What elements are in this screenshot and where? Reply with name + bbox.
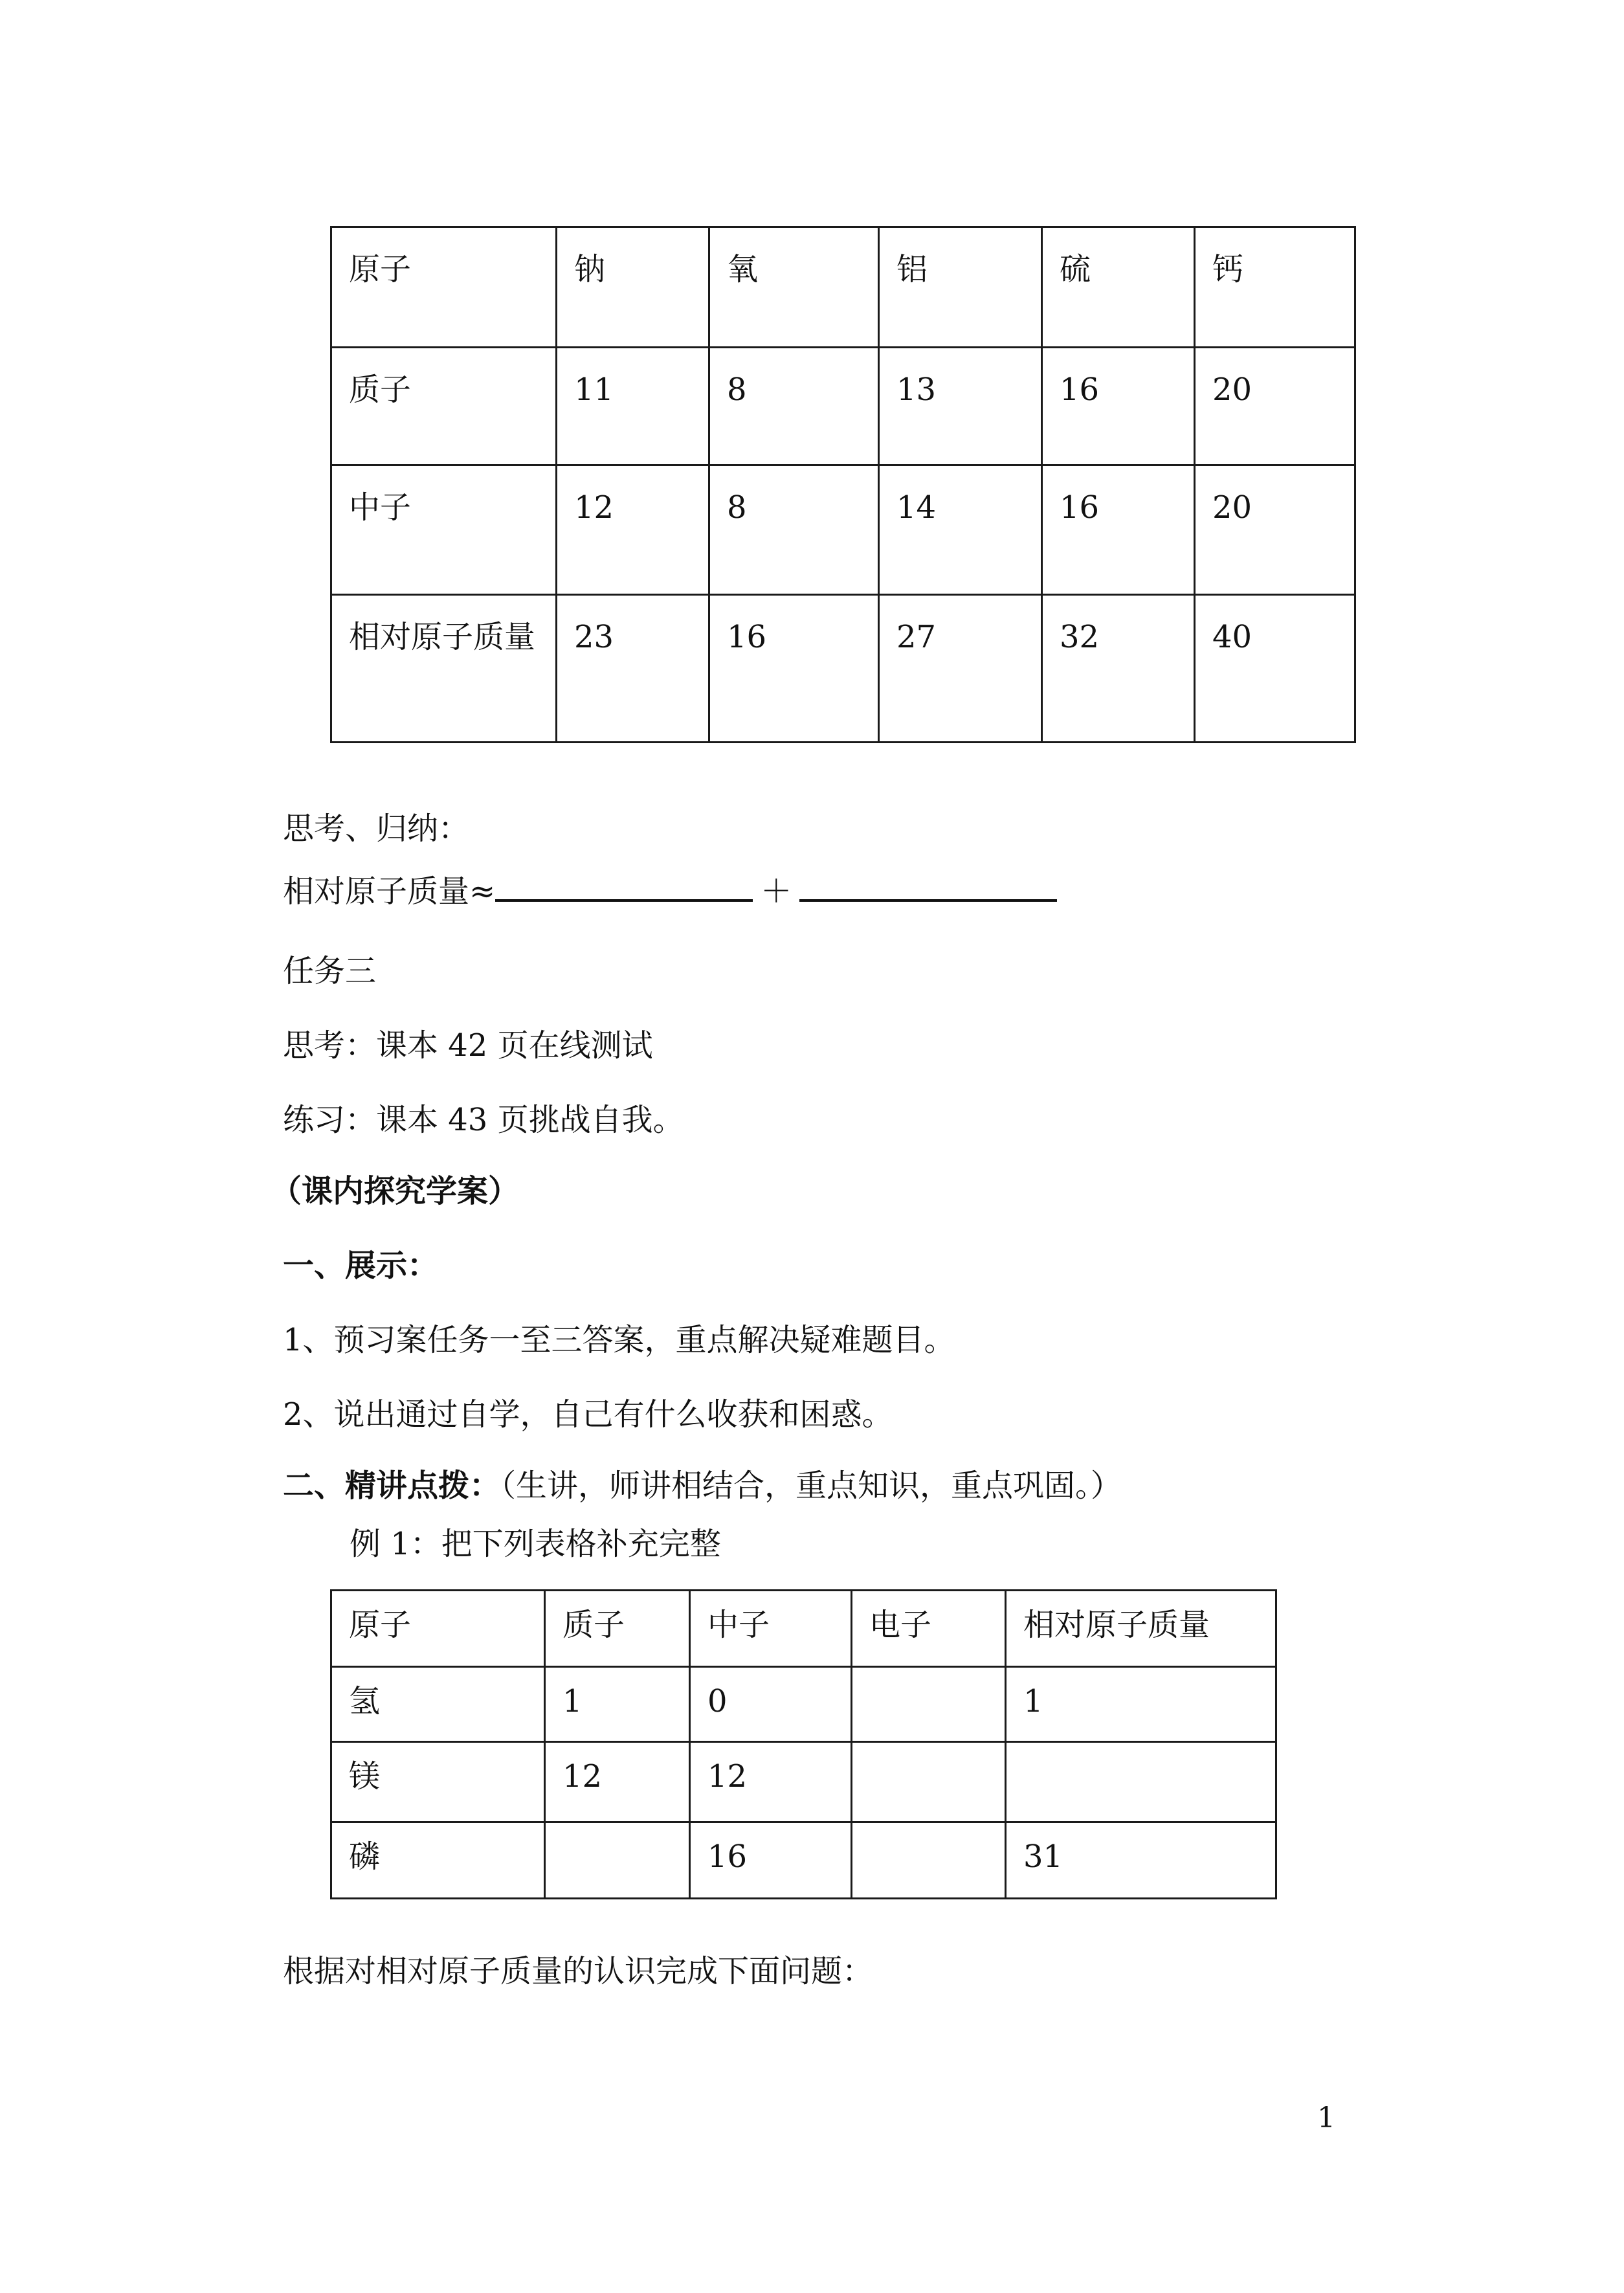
table-cell: 32 (1042, 595, 1195, 743)
table-cell: 原子 (331, 227, 557, 348)
table-cell: 12 (557, 465, 709, 595)
think-summary-label: 思考、归纳： (283, 811, 470, 847)
table-cell: 8 (709, 465, 879, 595)
table-cell: 氢 (331, 1667, 545, 1742)
blank-cell[interactable] (852, 1822, 1006, 1899)
table-cell: 14 (879, 465, 1042, 595)
table-cell: 镁 (331, 1742, 545, 1822)
table-header-row (331, 1591, 1276, 1667)
table-cell: 20 (1195, 348, 1355, 465)
table-cell: 氧 (709, 227, 879, 348)
part1-title: 一、展示： (283, 1247, 439, 1284)
practice-line: 练习：课本 43 页挑战自我。 (283, 1102, 684, 1138)
table-row (331, 1822, 1276, 1899)
question-intro: 根据对相对原子质量的认识完成下面问题： (283, 1953, 874, 1989)
section-title: （课内探究学案） (271, 1173, 520, 1209)
table-header-cell: 质子 (545, 1591, 690, 1667)
table-cell: 钙 (1195, 227, 1355, 348)
blank-cell[interactable] (545, 1822, 690, 1899)
atom-composition-table (330, 226, 1356, 743)
table-cell: 钠 (557, 227, 709, 348)
table-cell: 8 (709, 348, 879, 465)
example-fill-table (330, 1589, 1277, 1899)
table-cell: 16 (1042, 348, 1195, 465)
answer-blank-2[interactable] (799, 871, 1057, 902)
table-cell: 磷 (331, 1822, 545, 1899)
part2-title: 二、精讲点拨： (283, 1468, 501, 1504)
table-cell: 16 (690, 1822, 852, 1899)
table-cell: 11 (557, 348, 709, 465)
table-row (331, 1742, 1276, 1822)
table-cell: 铝 (879, 227, 1042, 348)
page-number: 1 (1317, 2101, 1335, 2134)
blank-cell[interactable] (1006, 1742, 1276, 1822)
table-row (331, 595, 1355, 743)
table-cell: 27 (879, 595, 1042, 743)
table-cell: 12 (690, 1742, 852, 1822)
table-cell: 相对原子质量 (331, 595, 557, 743)
table-row (331, 227, 1355, 348)
answer-blank-1[interactable] (495, 871, 753, 902)
table-cell: 31 (1006, 1822, 1276, 1899)
think-line: 思考：课本 42 页在线测试 (283, 1027, 653, 1064)
table-cell: 23 (557, 595, 709, 743)
table-row (331, 348, 1355, 465)
table-row (331, 465, 1355, 595)
table-cell: 1 (1006, 1667, 1276, 1742)
table-cell: 16 (709, 595, 879, 743)
table-header-cell: 原子 (331, 1591, 545, 1667)
table-cell: 1 (545, 1667, 690, 1742)
formula-prefix: 相对原子质量≈ (283, 873, 496, 910)
formula-line (283, 871, 1057, 911)
table-header-cell: 相对原子质量 (1006, 1591, 1276, 1667)
part2-line (283, 1466, 1122, 1505)
table-cell: 12 (545, 1742, 690, 1822)
table-cell: 16 (1042, 465, 1195, 595)
blank-cell[interactable] (852, 1742, 1006, 1822)
table-header-cell: 电子 (852, 1591, 1006, 1667)
blank-cell[interactable] (852, 1667, 1006, 1742)
task3-heading: 任务三 (283, 953, 377, 989)
table-header-cell: 中子 (690, 1591, 852, 1667)
part2-note: （生讲，师讲相结合，重点知识，重点巩固。） (500, 1468, 1122, 1504)
table-cell: 中子 (331, 465, 557, 595)
example-1-label: 例 1：把下列表格补充完整 (350, 1526, 721, 1562)
table-cell: 质子 (331, 348, 557, 465)
part1-item-2: 2、说出通过自学，自己有什么收获和困惑。 (283, 1396, 893, 1433)
part1-item-1: 1、预习案任务一至三答案，重点解决疑难题目。 (283, 1322, 955, 1358)
table-cell: 硫 (1042, 227, 1195, 348)
table-row (331, 1667, 1276, 1742)
table-cell: 20 (1195, 465, 1355, 595)
formula-plus: ＋ (761, 873, 792, 910)
table-cell: 0 (690, 1667, 852, 1742)
table-cell: 40 (1195, 595, 1355, 743)
table-cell: 13 (879, 348, 1042, 465)
